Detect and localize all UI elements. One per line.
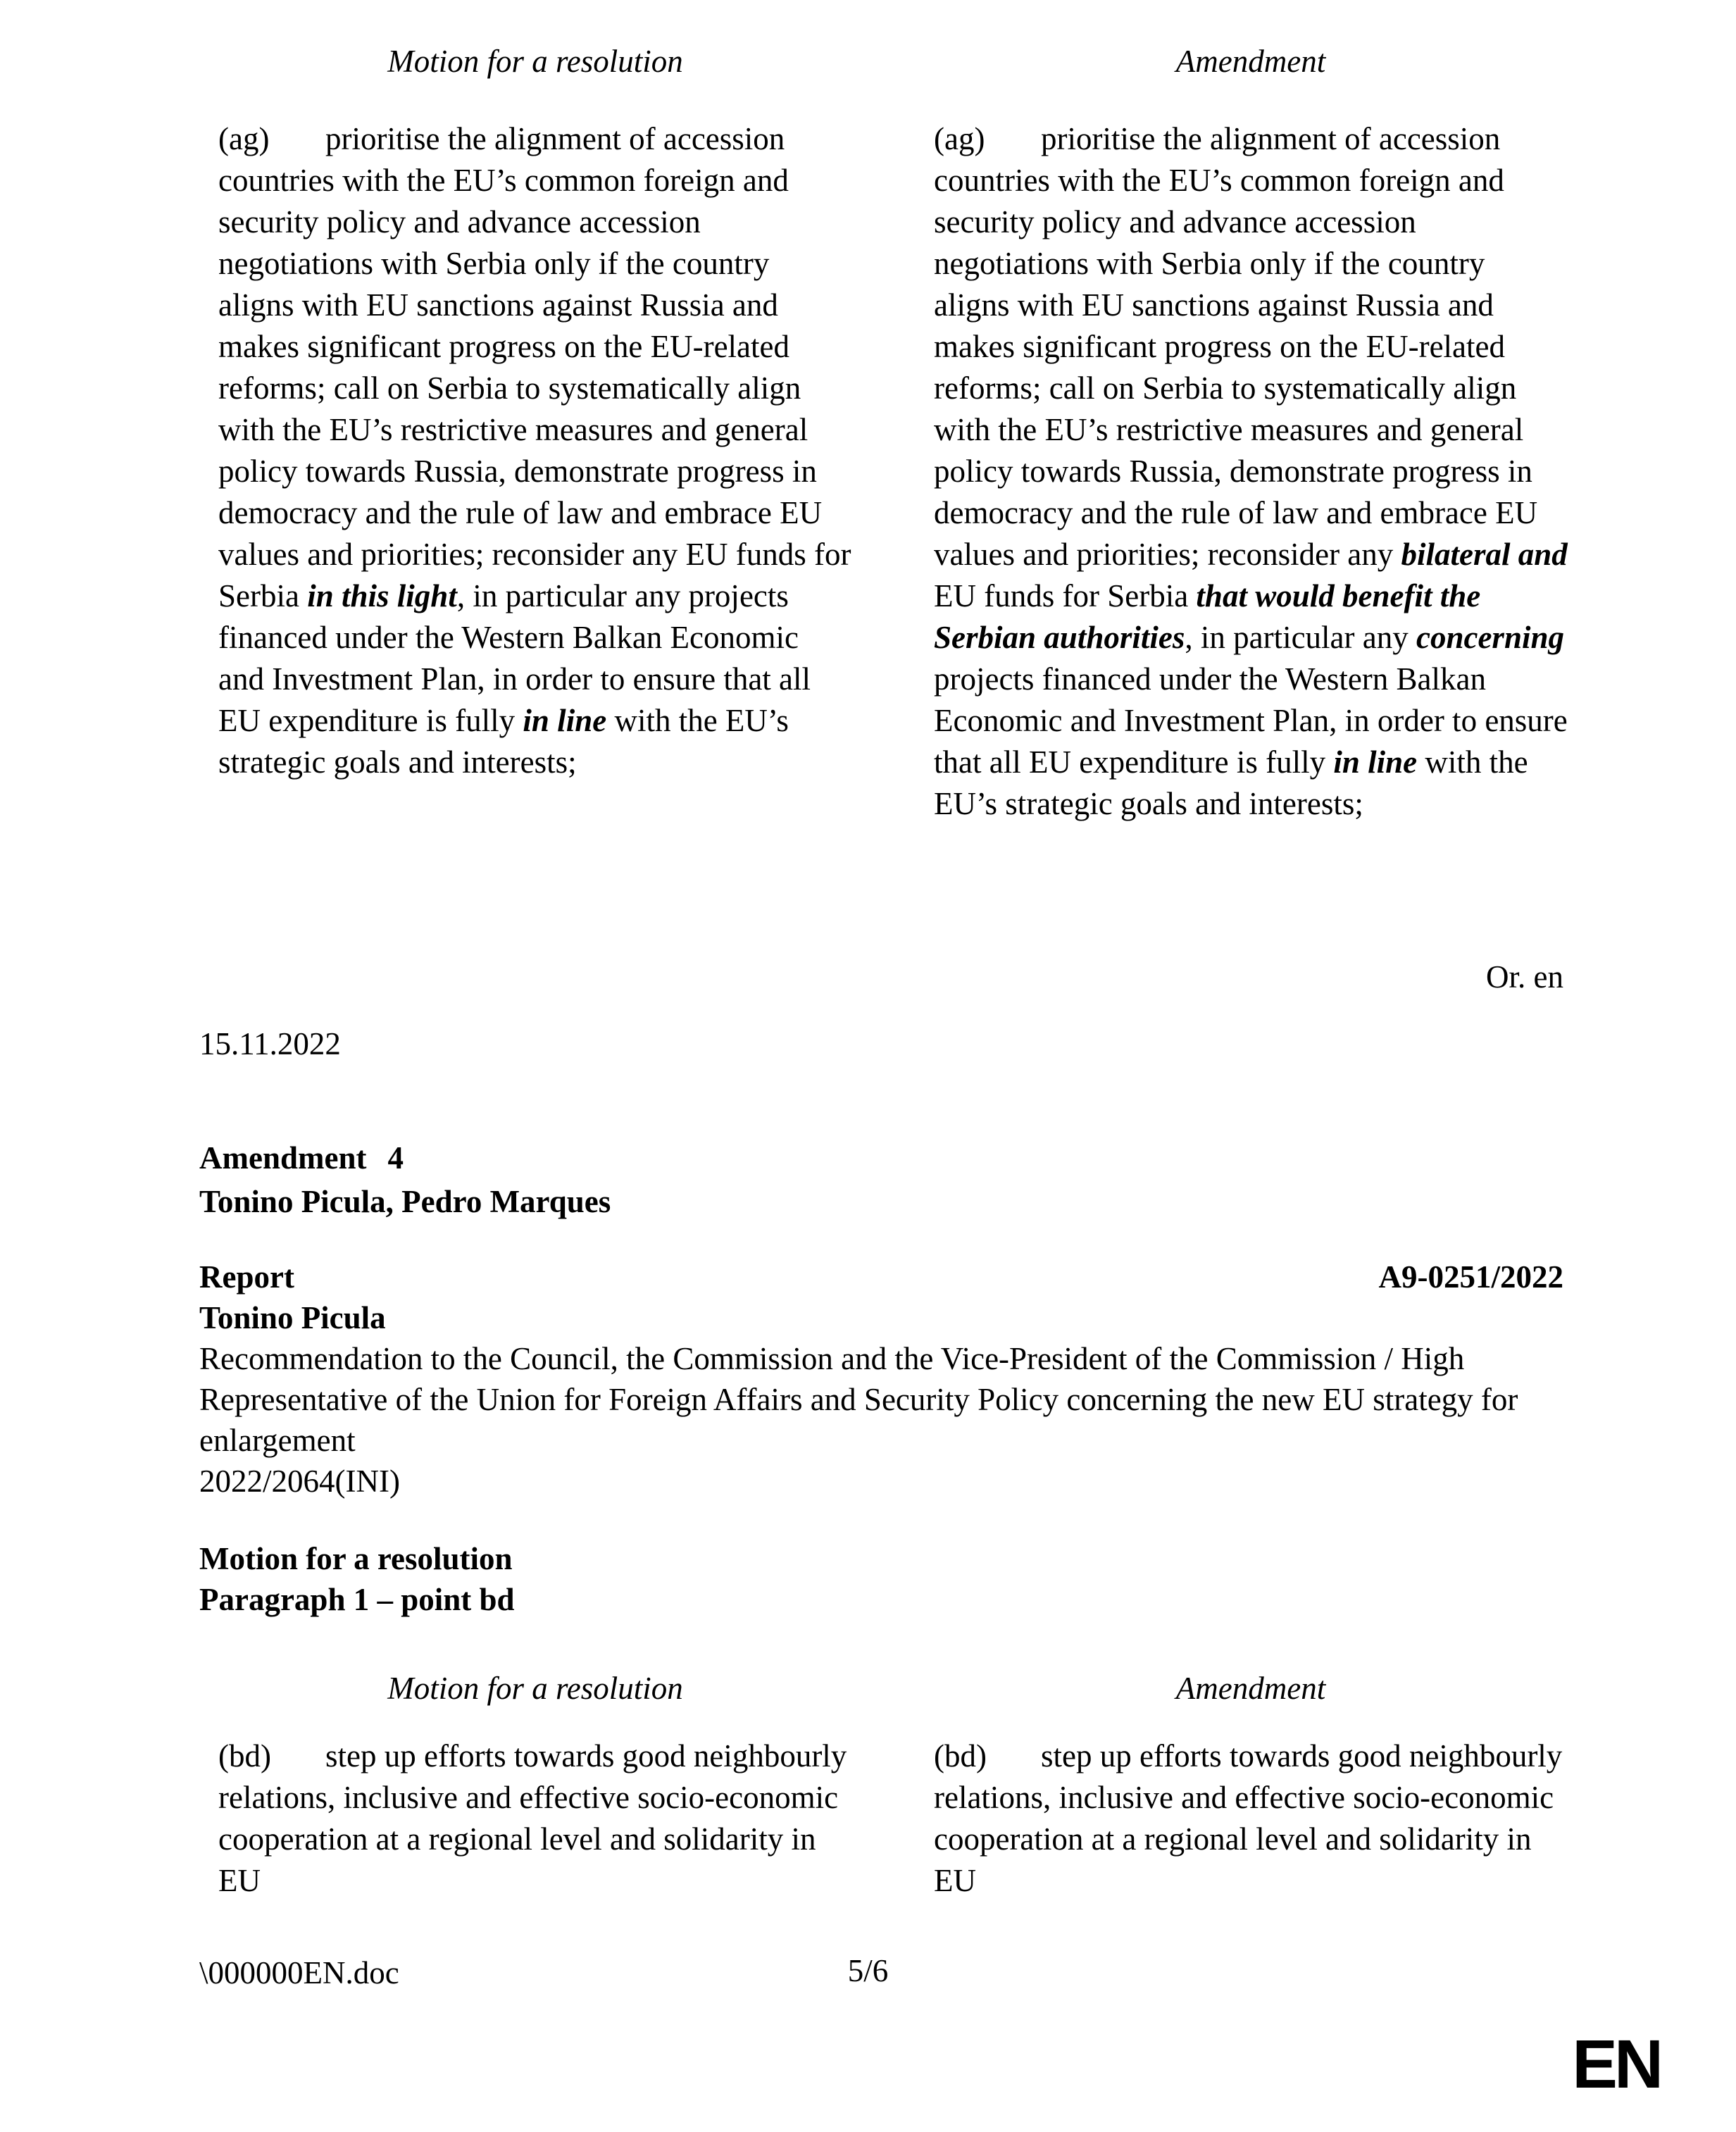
paragraph-marker: (bd) xyxy=(218,1738,271,1773)
amendment-text-ag: prioritise the alignment of accession countries with the EU’s common foreign and security policy and advance accession negotiations with Serbia only if the country aligns with EU sanctions against Russia and makes significant progress on the EU-related reforms; call on Serbia to systematically align with the EU’s restrictive measures and general policy towards Russia, demonstrate progress in democracy and the rule of law and embrace EU values and priorities; reconsider any bilateral and EU funds for Serbia that would benefit the Serbian authorities, in particular any concerning projects financed under the Western Balkan Economic and Investment Plan, in order to ensure that all EU expenditure is fully in line with the EU’s strategic goals and interests; xyxy=(934,121,1568,821)
amendment-number-line xyxy=(199,1136,1563,1180)
table1-left-column-header: Motion for a resolution xyxy=(387,44,683,79)
origin-language-line: Or. en xyxy=(1486,959,1563,995)
procedure-number: 2022/2064(INI) xyxy=(199,1464,400,1499)
table2-left-column-header: Motion for a resolution xyxy=(387,1671,683,1706)
report-label: Report xyxy=(199,1259,294,1295)
comparison-table-1-body-row xyxy=(218,118,1568,825)
footer-page-number: 5/6 xyxy=(847,1953,889,1988)
amendment-heading-block xyxy=(199,1136,1563,1223)
comparison-table-2-body-row xyxy=(218,1735,1568,1902)
motion-text-bd: step up efforts towards good neighbourly relations, inclusive and effective socio-economic cooperation at a regional level and solidarity in EU xyxy=(218,1738,847,1898)
table2-right-column-header: Amendment xyxy=(1175,1671,1326,1706)
language-badge-en: EN xyxy=(1572,2026,1660,2102)
comparison-table-2-header-row xyxy=(218,1668,1568,1709)
amendment-text-bd: step up efforts towards good neighbourly relations, inclusive and effective socio-economic cooperation at a regional level and solidarity in EU xyxy=(934,1738,1563,1898)
motion-ref-location: Paragraph 1 – point bd xyxy=(199,1582,515,1617)
report-reference: A9-0251/2022 xyxy=(1378,1259,1563,1295)
date: 15.11.2022 xyxy=(199,1026,341,1061)
paragraph-marker: (ag) xyxy=(218,121,270,156)
footer-filename: \000000EN.doc xyxy=(199,1955,399,1990)
amendment-number: 4 xyxy=(387,1140,404,1176)
amendment-authors: Tonino Picula, Pedro Marques xyxy=(199,1184,611,1219)
paragraph-marker: (ag) xyxy=(934,121,985,156)
rapporteur-name: Tonino Picula xyxy=(199,1300,386,1335)
amendment-label: Amendment xyxy=(199,1140,367,1176)
motion-ref-title: Motion for a resolution xyxy=(199,1541,513,1576)
table1-right-cell xyxy=(934,118,1568,825)
comparison-table-1-header-row xyxy=(218,41,1568,82)
paragraph-marker: (bd) xyxy=(934,1738,987,1773)
motion-text-ag: prioritise the alignment of accession countries with the EU’s common foreign and security policy and advance accession negotiations with Serbia only if the country aligns with EU sanctions against Russia and makes significant progress on the EU-related reforms; call on Serbia to systematically align with the EU’s restrictive measures and general policy towards Russia, demonstrate progress in democracy and the rule of law and embrace EU values and priorities; reconsider any EU funds for Serbia in this light, in particular any projects financed under the Western Balkan Economic and Investment Plan, in order to ensure that all EU expenditure is fully in line with the EU’s strategic goals and interests; xyxy=(218,121,851,780)
table2-right-cell xyxy=(934,1735,1568,1902)
report-subject: Recommendation to the Council, the Commission and the Vice-President of the Commission / High Representative of the Union for Foreign Affairs and Security Policy concerning the new EU strategy for enlargement xyxy=(199,1341,1518,1458)
table1-left-cell xyxy=(218,118,852,825)
table2-left-cell xyxy=(218,1735,852,1902)
report-line xyxy=(199,1257,1563,1297)
table1-right-column-header: Amendment xyxy=(1175,44,1326,79)
amended-text-reference xyxy=(199,1538,1563,1620)
